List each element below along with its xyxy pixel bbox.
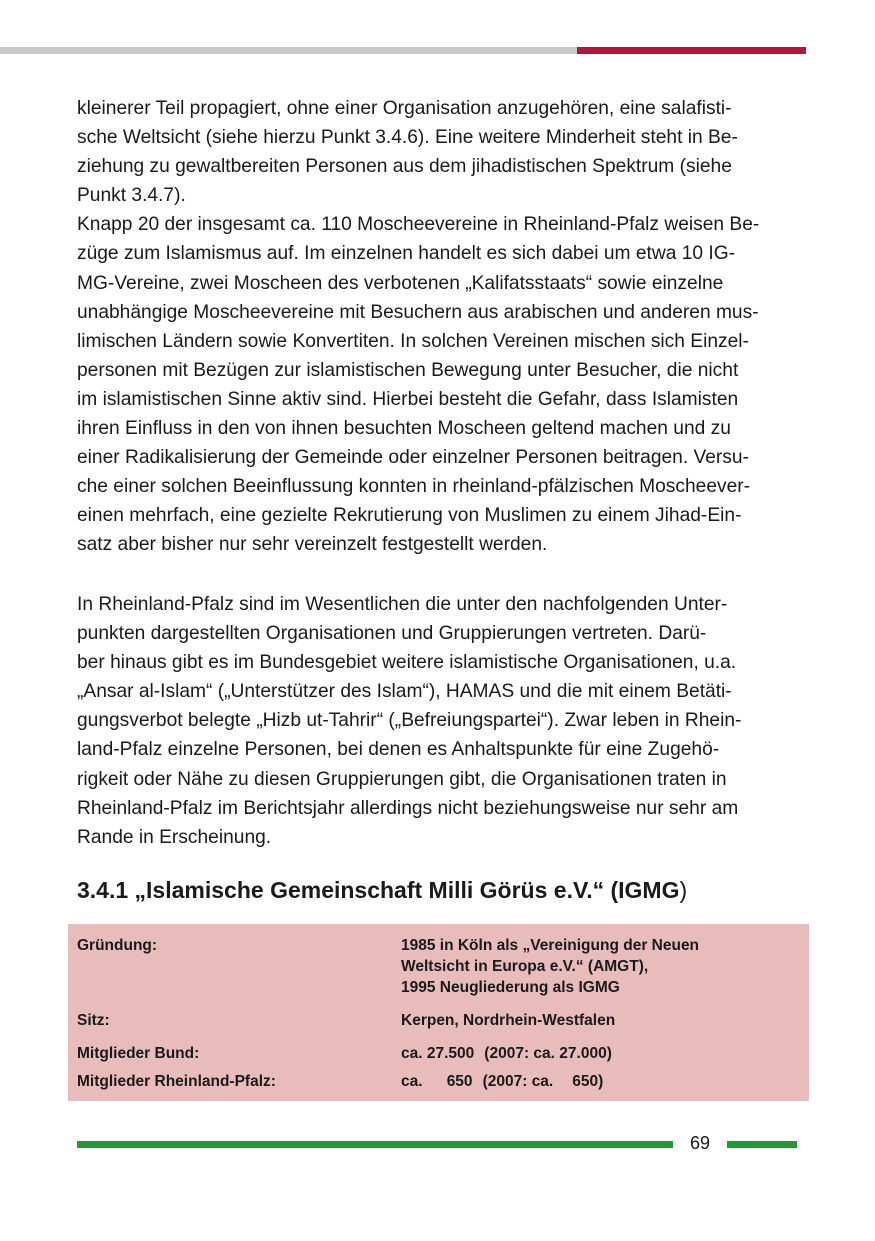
founding-line: Weltsicht in Europa e.V.“ (AMGT), bbox=[401, 958, 649, 975]
federal-members-value bbox=[401, 1043, 612, 1064]
state-prev-ca: ca. bbox=[531, 1073, 554, 1090]
text-line: satz aber bisher nur sehr vereinzelt festgestellt werden. bbox=[77, 534, 548, 556]
text-line: Knapp 20 der insgesamt ca. 110 Moscheevereine in Rheinland-Pfalz weisen Be- bbox=[77, 214, 760, 236]
text-line: unabhängige Moscheevereine mit Besuchern aus arabischen und anderen mus- bbox=[77, 301, 759, 323]
section-heading bbox=[77, 877, 687, 904]
federal-count: 27.500 bbox=[426, 1045, 475, 1062]
federal-prev-ca: ca. bbox=[533, 1045, 555, 1062]
federal-ca: ca. bbox=[401, 1045, 423, 1062]
body-paragraph-1 bbox=[77, 94, 797, 560]
text-line: Punkt 3.4.7). bbox=[77, 185, 186, 207]
text-line: In Rheinland-Pfalz sind im Wesentlichen die unter den nachfolgenden Unter- bbox=[77, 594, 728, 615]
info-box bbox=[68, 924, 809, 1101]
federal-prev-open: (2007: bbox=[484, 1045, 530, 1062]
body-paragraph-2 bbox=[77, 590, 797, 852]
text-line: ber hinaus gibt es im Bundesgebiet weitere islamistische Organisationen, u.a. bbox=[77, 652, 737, 674]
state-members-value bbox=[401, 1071, 603, 1092]
text-line: ihren Einfluss in den von ihnen besuchten Moscheen geltend machen und zu bbox=[77, 418, 731, 440]
footer-rule-right bbox=[727, 1141, 797, 1148]
text-line: che einer solchen Beeinflussung konnten in rheinland-pfälzischen Moscheever- bbox=[77, 476, 751, 498]
text-line: züge zum Islamismus auf. Im einzelnen handelt es sich dabei um etwa 10 IG- bbox=[77, 243, 736, 265]
text-line: im islamistischen Sinne aktiv sind. Hierbei besteht die Gefahr, dass Islamisten bbox=[77, 388, 739, 410]
state-prev-count: 650) bbox=[572, 1073, 604, 1090]
text-line: kleinerer Teil propagiert, ohne einer Organisation anzugehören, eine salafisti- bbox=[77, 98, 732, 119]
federal-members-label: Mitglieder Bund: bbox=[77, 1045, 200, 1062]
founding-line: 1995 Neugliederung als IGMG bbox=[401, 979, 620, 996]
federal-prev-count: 27.000) bbox=[559, 1045, 612, 1062]
state-ca: ca. bbox=[401, 1073, 423, 1090]
founding-line: 1985 in Köln als „Vereinigung der Neuen bbox=[401, 937, 700, 954]
section-heading-text: 3.4.1 „Islamische Gemeinschaft Milli Görüs e.V.“ (IGMG bbox=[77, 877, 680, 903]
text-line: rigkeit oder Nähe zu diesen Gruppierungen gibt, die Organisationen traten in bbox=[77, 768, 727, 790]
text-line: einen mehrfach, eine gezielte Rekrutierung von Muslimen zu einem Jihad-Ein- bbox=[77, 505, 742, 527]
text-line: punkten dargestellten Organisationen und Gruppierungen vertreten. Darü- bbox=[77, 623, 707, 645]
seat-value: Kerpen, Nordrhein-Westfalen bbox=[401, 1012, 616, 1029]
text-line: limischen Ländern sowie Konvertiten. In solchen Vereinen mischen sich Einzel- bbox=[77, 330, 749, 352]
text-line: Rande in Erscheinung. bbox=[77, 826, 272, 848]
page-number: 69 bbox=[689, 1133, 711, 1153]
founding-value bbox=[401, 935, 699, 998]
seat-label: Sitz: bbox=[77, 1012, 110, 1029]
text-line: Rheinland-Pfalz im Berichtsjahr allerdings nicht beziehungsweise nur sehr am bbox=[77, 797, 739, 819]
text-line: MG-Vereine, zwei Moscheen des verbotenen „Kalifatsstaats“ sowie einzelne bbox=[77, 272, 724, 294]
text-line: gungsverbot belegte „Hizb ut-Tahrir“ („Befreiungspartei“). Zwar leben in Rhein- bbox=[77, 710, 742, 732]
state-count: 650 bbox=[446, 1073, 473, 1090]
founding-label: Gründung: bbox=[77, 937, 158, 954]
footer-rule-left bbox=[77, 1141, 673, 1148]
top-rule-red bbox=[577, 47, 806, 54]
section-heading-paren: ) bbox=[679, 877, 688, 903]
text-line: land-Pfalz einzelne Personen, bei denen es Anhaltspunkte für eine Zugehö- bbox=[77, 739, 720, 761]
text-line: einer Radikalisierung der Gemeinde oder einzelner Personen beitragen. Versu- bbox=[77, 447, 749, 469]
text-line: ziehung zu gewaltbereiten Personen aus dem jihadistischen Spektrum (siehe bbox=[77, 156, 732, 178]
state-members-label: Mitglieder Rheinland-Pfalz: bbox=[77, 1073, 276, 1090]
state-prev-open: (2007: bbox=[482, 1073, 528, 1090]
text-line: „Ansar al-Islam“ („Unterstützer des Islam“), HAMAS und die mit einem Betäti- bbox=[77, 681, 732, 703]
text-line: sche Weltsicht (siehe hierzu Punkt 3.4.6). Eine weitere Minderheit steht in Be- bbox=[77, 127, 738, 149]
top-rule-grey bbox=[0, 47, 577, 54]
text-line: personen mit Bezügen zur islamistischen Bewegung unter Besucher, die nicht bbox=[77, 359, 739, 381]
